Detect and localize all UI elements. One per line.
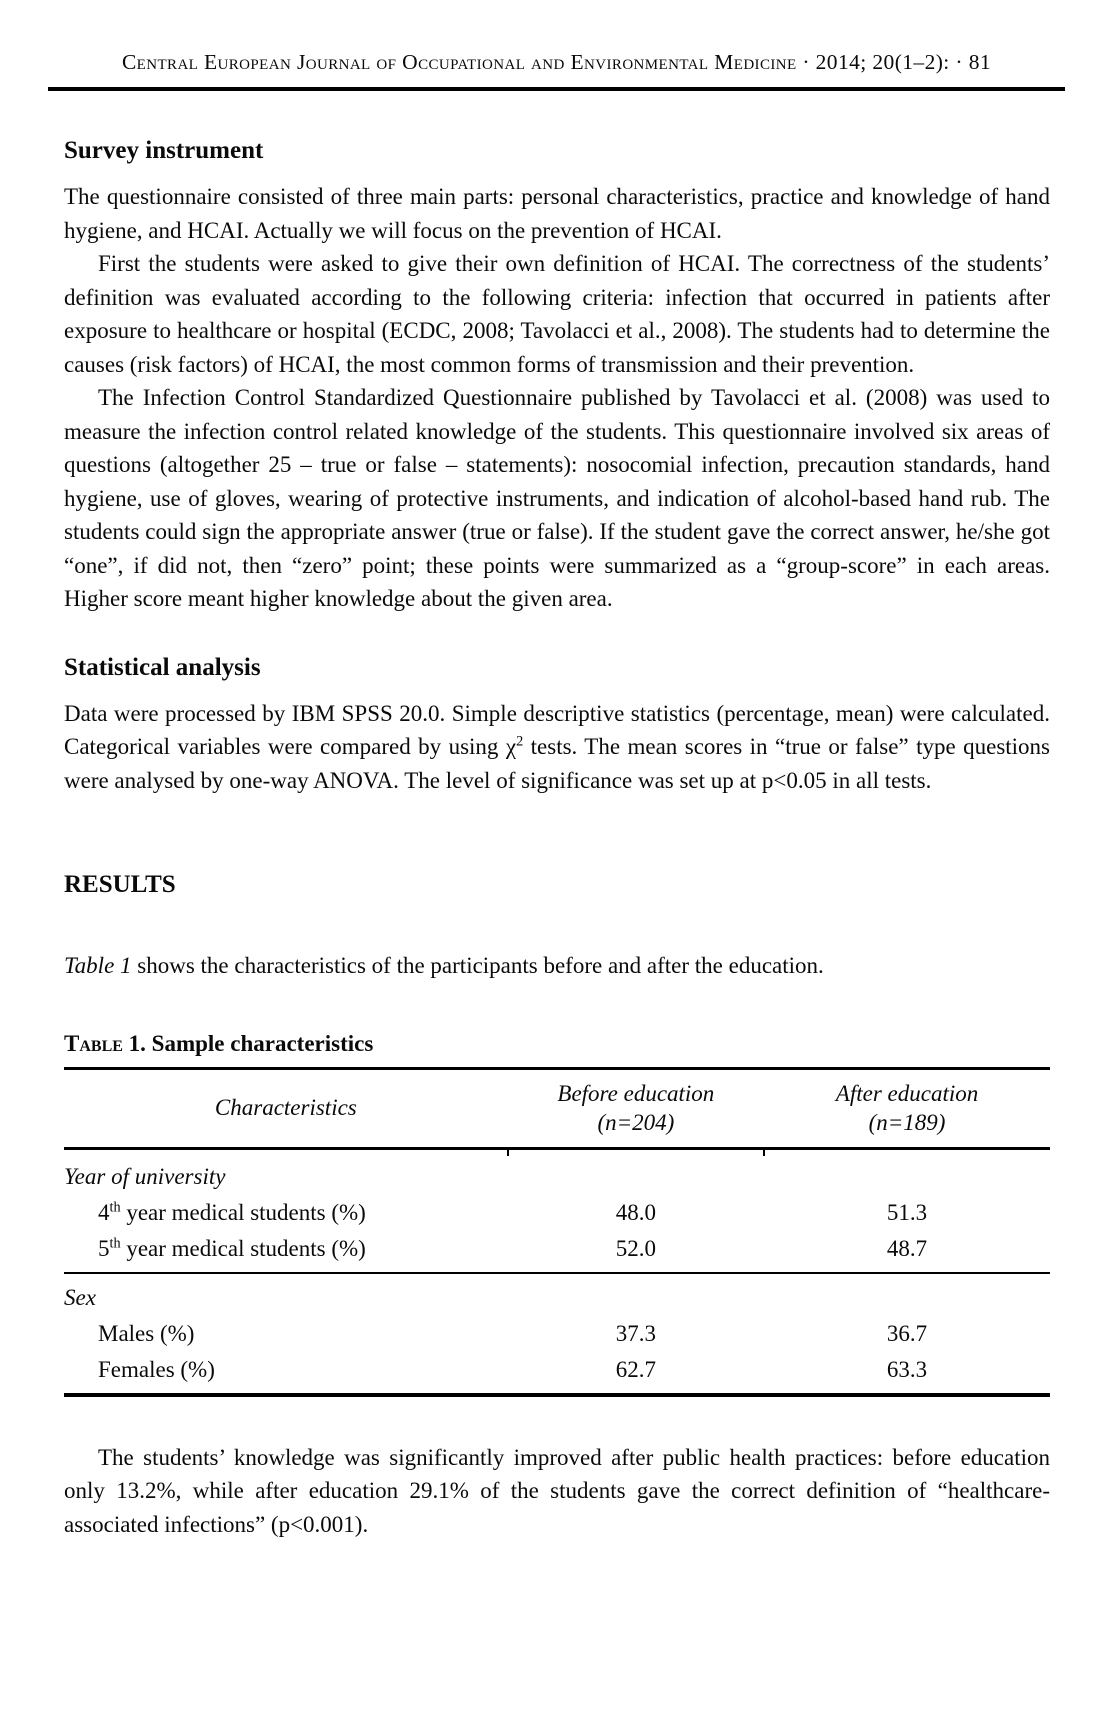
paragraph-table-reference: [64, 949, 1050, 983]
row-label: [64, 1316, 508, 1352]
table-header-row: [64, 1068, 1050, 1148]
value-before: 37.3: [615, 1320, 656, 1346]
value-after: 63.3: [886, 1356, 928, 1382]
table-caption-label: Table 1.: [64, 1030, 146, 1056]
row-label: [64, 1231, 508, 1273]
text-run: tests. The mean scores in “true or false” type questions were analysed by one-way ANOVA. The level of significance was set up at p<0.05 in all tests.: [64, 734, 1050, 793]
section-heading-statistical-analysis: Statistical analysis: [64, 653, 261, 681]
table-row: [64, 1195, 1050, 1231]
paragraph-survey-3: The Infection Control Standardized Questionnaire published by Tavolacci et al. (2008) was used to measure the infection control related knowledge of the students. This questionnaire involved six areas of questions (altogether 25 – true or false – statements): nosocomial infection, precaution standards, hand hygiene, use of gloves, wearing of protective instruments, and indication of alcohol-based hand rub. The students could sign the appropriate answer (true or false). If the student gave the correct answer, he/she got “one”, if did not, then “zero” point; these points were summarized as a “group-score” in each areas. Higher score meant higher knowledge about the given area.: [64, 385, 1050, 611]
text-run: year medical students (%): [120, 1199, 366, 1225]
table-reference: Table 1: [64, 953, 132, 978]
group-row-sex: [64, 1273, 1050, 1316]
text-run: Females (%): [98, 1356, 215, 1382]
page-header: [48, 50, 1065, 91]
text-run: Data were processed by IBM SPSS 20.0. Simple descriptive statistics (percentage, mean) were calculated. Categorical variables were compared by using χ: [64, 700, 1050, 759]
paragraph-results-closing: The students’ knowledge was significantly improved after public health practices: before education only 13.2%, while after education 29.1% of the students gave the correct definition of “healthcare-associated infections” (p<0.001).: [64, 1444, 1050, 1537]
page-content: [64, 137, 1050, 1541]
column-subtitle: (n=189): [868, 1109, 946, 1135]
text-run: year medical students (%): [120, 1235, 366, 1261]
value-after: 48.7: [886, 1235, 928, 1261]
column-header-characteristics: [64, 1068, 508, 1148]
group-row-year-of-university: [64, 1156, 1050, 1195]
ordinal-suffix: th: [109, 1198, 121, 1215]
column-header-before-education: [508, 1068, 764, 1148]
column-tick: [508, 1148, 764, 1156]
column-header-after-education: [764, 1068, 1050, 1148]
header-rule: [48, 87, 1065, 91]
column-title: After education: [835, 1080, 979, 1106]
paragraph-survey-2: First the students were asked to give their own definition of HCAI. The correctness of the students’ definition was evaluated according to the following criteria: infection that occurred in patients after exposure to healthcare or hospital (ECDC, 2008; Tavolacci et al., 2008). The students had to determine the causes (risk factors) of HCAI, the most common forms of transmission and their prevention.: [64, 251, 1050, 377]
value-after: 51.3: [886, 1199, 928, 1225]
text-run: shows the characteristics of the participants before and after the education.: [131, 953, 824, 978]
paragraph-survey-1: The questionnaire consisted of three main parts: personal characteristics, practice and knowledge of hand hygiene, and HCAI. Actually we will focus on the prevention of HCAI.: [64, 184, 1050, 243]
value-before: 62.7: [615, 1356, 656, 1382]
table-head: [64, 1068, 1050, 1156]
table-row: [64, 1316, 1050, 1352]
table-body: [64, 1156, 1050, 1395]
column-divider-ticks: [64, 1148, 1050, 1156]
tick-spacer: [64, 1148, 508, 1156]
group-label: Year of university: [64, 1163, 226, 1189]
ordinal-suffix: th: [109, 1234, 121, 1251]
text-run: 5: [98, 1235, 110, 1261]
table-row: [64, 1231, 1050, 1273]
running-head: Central European Journal of Occupational and Environmental Medicine · 2014; 20(1–2): · 81: [121, 50, 992, 74]
text-run: 4: [98, 1199, 110, 1225]
paragraph-statistical-analysis: [64, 697, 1050, 798]
row-label: [64, 1195, 508, 1231]
group-label: Sex: [64, 1273, 1050, 1316]
column-subtitle: (n=204): [597, 1109, 675, 1135]
table-caption-title: Sample characteristics: [145, 1030, 374, 1056]
chi-squared-exponent: 2: [516, 733, 524, 750]
row-label: [64, 1352, 508, 1395]
value-after: 36.7: [886, 1320, 928, 1346]
column-tick: [764, 1148, 1050, 1156]
sample-characteristics-table: [64, 1067, 1050, 1397]
table-caption: [64, 1031, 1050, 1057]
value-before: 52.0: [615, 1235, 656, 1261]
section-heading-survey-instrument: Survey instrument: [64, 137, 264, 164]
column-title: Characteristics: [214, 1095, 357, 1120]
column-title: Before education: [557, 1080, 715, 1106]
table-row: [64, 1352, 1050, 1395]
section-heading-results: RESULTS: [64, 871, 176, 898]
text-run: Males (%): [98, 1320, 195, 1346]
value-before: 48.0: [615, 1199, 656, 1225]
